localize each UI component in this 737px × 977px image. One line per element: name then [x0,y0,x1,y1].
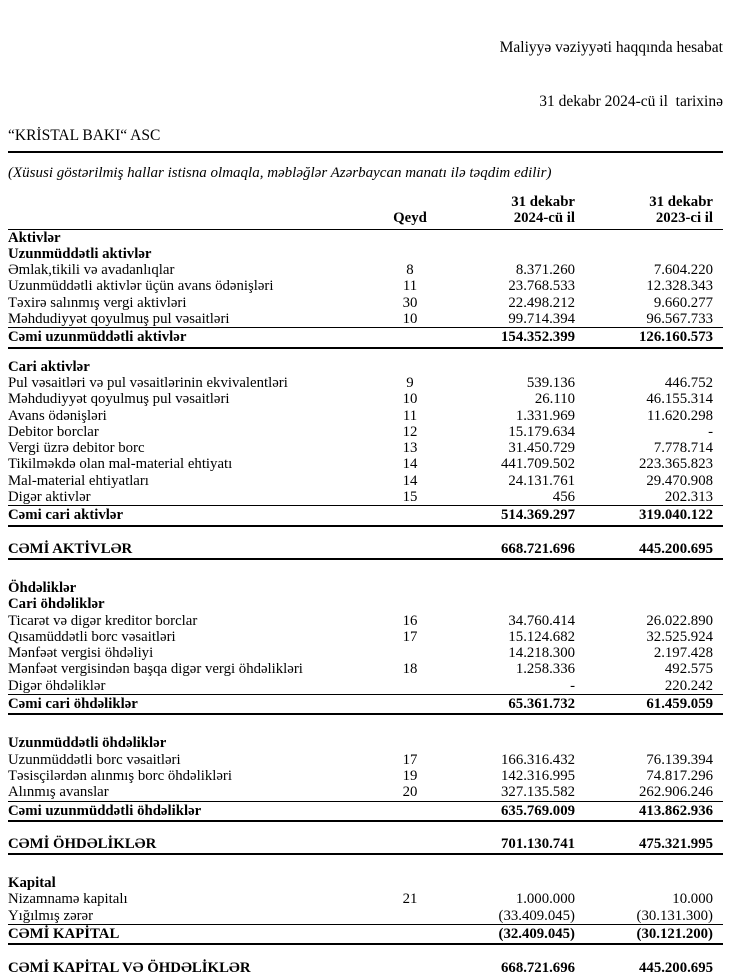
row-value-2023 [575,580,723,596]
row-note-ref: 8 [406,262,414,279]
spacer-row [8,822,723,835]
column-header-2023 [575,194,723,227]
row-value-2024 [441,875,575,891]
row-note-ref: 15 [402,489,418,506]
row-value-2024: 14.218.300 [508,645,575,662]
row-value-2024: 668.721.696 [501,960,575,977]
row-value-2023: 61.459.059 [646,696,713,713]
row-value-2024 [441,735,575,751]
table-row-section [8,580,723,596]
table-row-section [8,735,723,751]
table-row-item [8,440,723,456]
row-label: Avans ödənişləri [8,407,107,424]
document-header [8,0,723,147]
table-row-section [8,596,723,612]
row-value-2024: 441.709.502 [501,456,575,473]
row-value-2023: 10.000 [672,891,713,908]
report-title: Maliyyə vəziyyəti haqqında hesabat [499,39,723,56]
table-row-item [8,424,723,440]
row-value-2023: 220.242 [664,677,713,694]
row-value-2024: 26.110 [534,391,575,408]
table-row-item [8,489,723,505]
row-note-ref: 16 [402,612,418,629]
table-row-item [8,645,723,661]
row-note-ref [379,246,441,262]
row-value-2023: 12.328.343 [646,278,713,295]
row-note-ref: 17 [402,751,418,768]
table-header-row [8,194,723,230]
row-value-2023: 74.817.296 [646,767,713,784]
row-note-ref [379,803,441,819]
row-note-ref [379,507,441,523]
row-label: CƏMİ KAPİTAL VƏ ÖHDƏLİKLƏR [8,960,251,977]
row-value-2023: 492.575 [664,661,713,678]
table-row-item [8,262,723,278]
row-label: Qısamüddətli borc vəsaitləri [8,628,176,645]
table-row-item [8,311,723,327]
report-date: 31 dekabr 2024-cü il tarixinə [539,93,723,110]
row-note-ref: 13 [402,440,418,457]
table-row-item [8,391,723,407]
row-label: CƏMİ AKTİVLƏR [8,540,133,557]
table-row-total [8,924,723,945]
row-label: Tikilməkdə olan mal-material ehtiyatı [8,456,233,473]
table-row-item [8,678,723,694]
table-row-section [8,875,723,891]
row-value-2024 [441,359,575,375]
table-row-total [8,801,723,822]
row-value-2024: 23.768.533 [508,278,575,295]
row-note-ref: 19 [402,767,418,784]
spacer-row [8,560,723,580]
row-value-2023: 96.567.733 [646,311,713,328]
table-row-item [8,613,723,629]
row-label: Aktivlər [8,229,61,246]
spacer-row [8,945,723,958]
row-value-2023: 445.200.695 [639,540,713,557]
row-value-2023: - [708,423,713,440]
row-value-2023 [575,735,723,751]
table-row-total [8,694,723,715]
table-body [8,230,723,977]
row-label: Təsisçilərdən alınmış borc öhdəlikləri [8,767,232,784]
row-note-ref [379,541,441,557]
row-value-2023: 126.160.573 [639,329,713,346]
table-row-item [8,629,723,645]
column-header-note: Qeyd [393,210,427,227]
row-label: Uzunmüddətli öhdəliklər [8,735,167,752]
row-value-2024: 514.369.297 [501,507,575,524]
row-label: Cəmi cari öhdəliklər [8,696,138,713]
row-label: Cari öhdəliklər [8,596,105,613]
column-header-2024-line1: 31 dekabr [511,194,575,210]
row-value-2023: 319.040.122 [639,507,713,524]
row-value-2024: 327.135.582 [501,784,575,801]
table-row-item [8,661,723,677]
row-value-2023: 32.525.924 [646,628,713,645]
row-value-2024: 1.331.969 [515,407,575,424]
row-value-2023: 26.022.890 [646,612,713,629]
row-note-ref [379,836,441,852]
row-label: Məhdudiyyət qoyulmuş pul vəsaitləri [8,391,230,408]
table-row-item [8,408,723,424]
row-label: Öhdəliklər [8,579,77,596]
row-value-2024 [441,230,575,246]
table-row-grand [8,835,723,855]
row-value-2023: 223.365.823 [639,456,713,473]
row-label: CƏMİ KAPİTAL [8,925,120,942]
row-note-ref [379,359,441,375]
row-value-2024: 142.316.995 [501,767,575,784]
row-value-2023: 7.604.220 [653,262,713,279]
table-row-total [8,505,723,526]
row-note-ref [379,960,441,976]
row-note-ref: 18 [402,661,418,678]
table-row-grand-final [8,958,723,976]
header-divider [8,151,723,153]
row-value-2023: 11.620.298 [646,407,713,424]
row-note-ref: 17 [402,628,418,645]
row-note-ref [379,596,441,612]
table-row-item [8,768,723,784]
row-value-2023 [575,875,723,891]
spacer-row [8,715,723,735]
row-note-ref: 20 [402,784,418,801]
table-row-item [8,375,723,391]
row-note-ref: 12 [402,423,418,440]
row-note-ref: 21 [402,891,418,908]
row-label: Debitor borclar [8,423,99,440]
row-value-2024 [441,246,575,262]
row-note-ref: 14 [402,456,418,473]
row-value-2024: 24.131.761 [508,472,575,489]
row-label: Cəmi uzunmüddətli öhdəliklər [8,802,202,819]
row-note-ref: 30 [402,294,418,311]
table-row-item [8,752,723,768]
row-value-2024 [441,580,575,596]
row-value-2023 [575,596,723,612]
row-value-2023: 76.139.394 [646,751,713,768]
table-row-item [8,891,723,907]
row-value-2024: 22.498.212 [508,294,575,311]
row-note-ref [379,580,441,596]
row-value-2024: - [570,677,575,694]
row-value-2023: 446.752 [664,374,713,391]
row-label: Uzunmüddətli borc vəsaitləri [8,751,181,768]
row-value-2023: 262.906.246 [639,784,713,801]
row-note-ref [379,875,441,891]
table-row-section [8,359,723,375]
row-label: Mənfəət vergisindən başqa digər vergi öhdəlikləri [8,661,303,678]
table-row-item [8,295,723,311]
row-label: Kapital [8,875,56,892]
table-row-item [8,908,723,924]
row-note-ref: 9 [406,374,414,391]
row-value-2023: 46.155.314 [646,391,713,408]
row-value-2024: 635.769.009 [501,802,575,819]
row-value-2023 [575,359,723,375]
row-value-2024: 15.124.682 [508,628,575,645]
row-value-2024: 8.371.260 [515,262,575,279]
row-value-2023: 413.862.936 [639,802,713,819]
row-label: Yığılmış zərər [8,907,94,924]
row-value-2024 [441,596,575,612]
row-label: Digər öhdəliklər [8,677,106,694]
row-note-ref [379,735,441,751]
row-value-2023 [575,246,723,262]
row-label: Ticarət və digər kreditor borclar [8,612,198,629]
row-value-2024: 456 [552,489,575,506]
table-row-item [8,278,723,294]
row-label: Uzunmüddətli aktivlər üçün avans ödənişləri [8,278,274,295]
row-value-2023 [575,230,723,246]
row-label: Məhdudiyyət qoyulmuş pul vəsaitləri [8,311,230,328]
column-header-2024-line2: 2024-cü il [513,210,575,227]
table-row-grand [8,540,723,560]
row-value-2023: 202.313 [664,489,713,506]
row-label: Digər aktivlər [8,489,91,506]
table-row-section [8,246,723,262]
table-row-total [8,327,723,348]
row-value-2024: 15.179.634 [508,423,575,440]
row-value-2024: 31.450.729 [508,440,575,457]
row-value-2024: 1.000.000 [515,891,575,908]
row-note-ref [379,696,441,712]
company-name: “KRİSTAL BAKI“ ASC [8,127,161,144]
row-value-2023: (30.121.200) [636,925,713,942]
table-row-section [8,230,723,246]
row-label: Pul vəsaitləri və pul vəsaitlərinin ekvivalentləri [8,374,288,391]
row-value-2023: 9.660.277 [653,294,713,311]
row-label: Uzunmüddətli aktivlər [8,245,152,262]
row-value-2024: (32.409.045) [498,925,575,942]
row-note-ref: 11 [402,407,418,424]
row-label: Əmlak,tikili və avadanlıqlar [8,262,175,279]
spacer-row [8,349,723,359]
row-note-ref [379,926,441,942]
row-label: Cəmi uzunmüddətli aktivlər [8,329,187,346]
row-note-ref [379,678,441,694]
row-label: CƏMİ ÖHDƏLİKLƏR [8,835,157,852]
row-label: Vergi üzrə debitor borc [8,440,145,457]
row-value-2024: 166.316.432 [501,751,575,768]
row-value-2024: (33.409.045) [498,907,575,924]
row-label: Mənfəət vergisi öhdəliyi [8,645,154,662]
row-label: Mal-material ehtiyatları [8,472,149,489]
row-note-ref [379,645,441,661]
row-value-2024: 539.136 [526,374,575,391]
row-value-2024: 668.721.696 [501,540,575,557]
row-note-ref: 11 [402,278,418,295]
row-value-2024: 1.258.336 [515,661,575,678]
row-value-2024: 701.130.741 [501,835,575,852]
currency-note: (Xüsusi göstərilmiş hallar istisna olmaqla, məbləğlər Azərbaycan manatı ilə təqdim edilir) [8,165,552,181]
row-value-2023: 7.778.714 [653,440,713,457]
column-header-2023-line1: 31 dekabr [649,194,713,210]
spacer-row [8,855,723,875]
row-value-2024: 154.352.399 [501,329,575,346]
report-title-block [500,0,723,147]
row-label: Cari aktivlər [8,358,90,375]
row-value-2023: (30.131.300) [636,907,713,924]
row-value-2024: 34.760.414 [508,612,575,629]
table-row-item [8,456,723,472]
row-note-ref: 14 [402,472,418,489]
row-label: Cəmi cari aktivlər [8,507,124,524]
row-note-ref [379,230,441,246]
row-value-2024: 99.714.394 [508,311,575,328]
row-note-ref [379,329,441,345]
row-label: Təxirə salınmış vergi aktivləri [8,294,187,311]
row-note-ref: 10 [402,391,418,408]
balance-sheet-table [8,194,723,977]
row-note-ref: 10 [402,311,418,328]
row-value-2023: 475.321.995 [639,835,713,852]
table-row-item [8,784,723,800]
row-value-2023: 29.470.908 [646,472,713,489]
row-note-ref [379,908,441,924]
table-row-item [8,473,723,489]
spacer-row [8,527,723,540]
row-value-2023: 445.200.695 [639,960,713,977]
row-label: Nizamnamə kapitalı [8,891,128,908]
column-header-2023-line2: 2023-ci il [655,210,713,227]
column-header-2024 [441,194,575,227]
row-value-2023: 2.197.428 [653,645,713,662]
row-label: Alınmış avanslar [8,784,109,801]
row-value-2024: 65.361.732 [508,696,575,713]
